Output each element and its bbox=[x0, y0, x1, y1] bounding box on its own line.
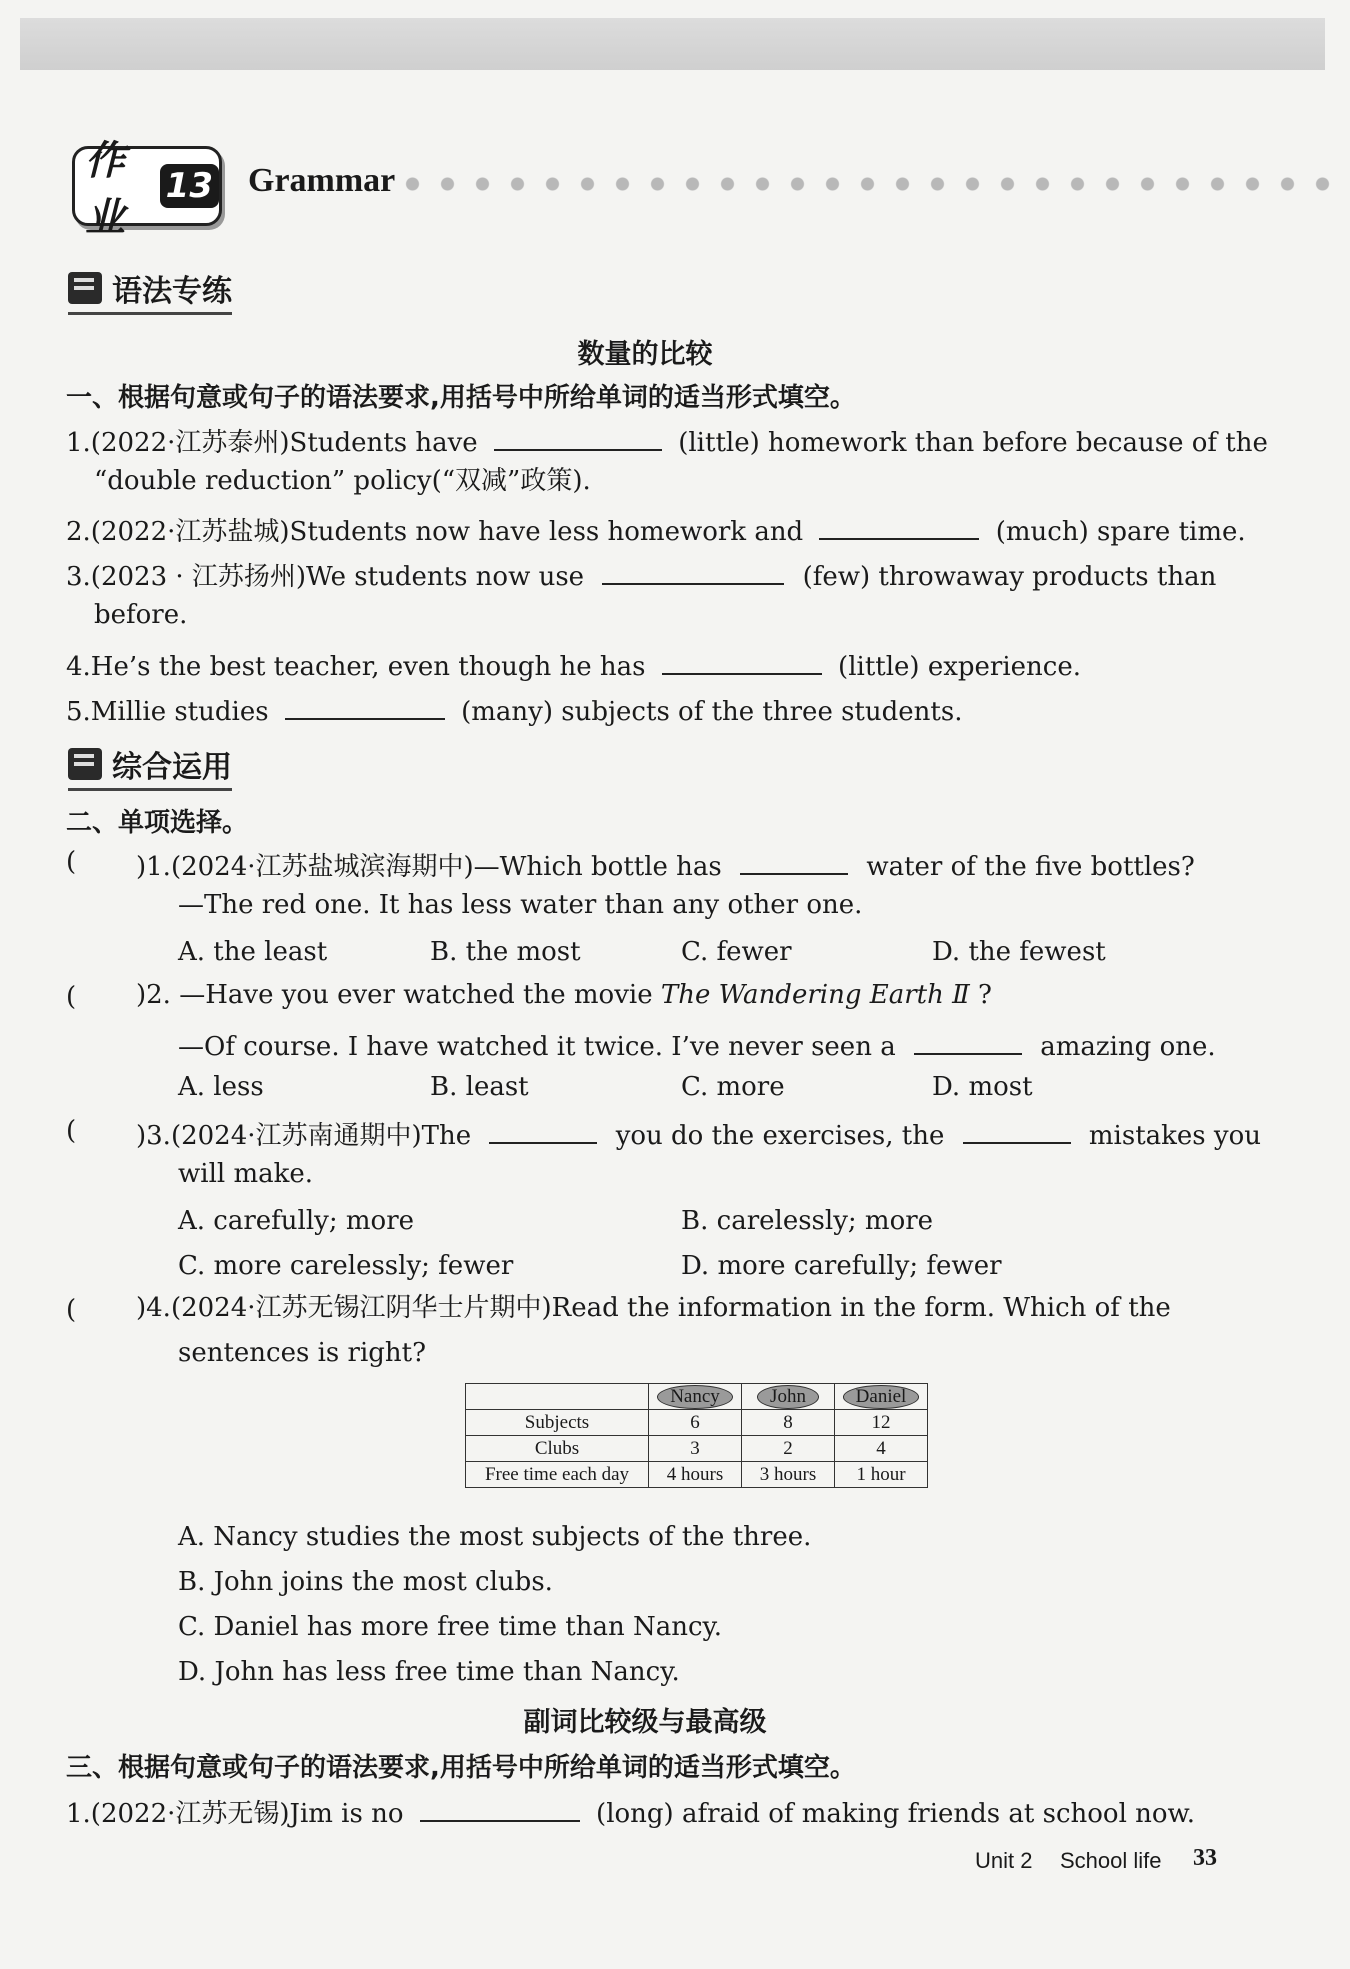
question-text: mistakes you bbox=[1088, 1121, 1262, 1151]
question-1-line1 bbox=[66, 423, 1268, 456]
question-text: (few) throwaway products than bbox=[802, 562, 1217, 592]
question-3-line2: before. bbox=[94, 600, 188, 630]
table-cell: 1 hour bbox=[835, 1462, 928, 1488]
table-cell: 8 bbox=[742, 1410, 835, 1436]
section3-question-1 bbox=[66, 1794, 1195, 1827]
mc-4-option-d[interactable]: D. John has less free time than Nancy. bbox=[178, 1657, 680, 1687]
mc-4-option-a[interactable]: A. Nancy studies the most subjects of the three. bbox=[178, 1522, 812, 1552]
section-heading-practice bbox=[68, 266, 232, 315]
answer-blank[interactable] bbox=[740, 847, 848, 875]
table-header-cell bbox=[742, 1384, 835, 1410]
mc-1-option-d[interactable]: D. the fewest bbox=[932, 937, 1106, 967]
mc-1-option-a[interactable]: A. the least bbox=[178, 937, 328, 967]
answer-blank[interactable] bbox=[489, 1116, 597, 1144]
mc-4-option-b[interactable]: B. John joins the most clubs. bbox=[178, 1567, 553, 1597]
table-cell: 6 bbox=[649, 1410, 742, 1436]
scan-top-bar bbox=[20, 18, 1325, 70]
books-icon bbox=[68, 748, 102, 780]
info-table bbox=[465, 1383, 928, 1488]
question-text: 1.(2022·江苏无锡)Jim is no bbox=[66, 1799, 404, 1829]
homework-badge bbox=[72, 138, 222, 241]
question-3-line1 bbox=[66, 557, 1216, 590]
mc-4-line1: )4.(2024·江苏无锡江阴华士片期中)Read the information in the form. Which of the bbox=[136, 1293, 1171, 1323]
question-text: (long) afraid of making friends at school now. bbox=[596, 1799, 1195, 1829]
instruction-1: 一、根据句意或句子的语法要求,用括号中所给单词的适当形式填空。 bbox=[66, 383, 856, 413]
question-text: (little) experience. bbox=[838, 652, 1081, 682]
header-john: John bbox=[757, 1385, 819, 1409]
answer-blank[interactable] bbox=[494, 423, 662, 451]
answer-blank[interactable] bbox=[602, 557, 784, 585]
table-row bbox=[466, 1410, 928, 1436]
question-2 bbox=[66, 512, 1246, 545]
question-text: 3.(2023 · 江苏扬州)We students now use bbox=[66, 562, 585, 592]
mc-4-option-c[interactable]: C. Daniel has more free time than Nancy. bbox=[178, 1612, 723, 1642]
section-heading-comprehensive bbox=[68, 742, 232, 791]
question-text: amazing one. bbox=[1040, 1032, 1216, 1062]
mc-3-line2: will make. bbox=[178, 1159, 314, 1189]
mc-1-option-b[interactable]: B. the most bbox=[430, 937, 581, 967]
mc-3-option-b[interactable]: B. carelessly; more bbox=[681, 1206, 934, 1236]
question-1-line2: “double reduction” policy(“双减”政策). bbox=[94, 466, 591, 496]
answer-blank[interactable] bbox=[819, 512, 979, 540]
header-nancy: Nancy bbox=[657, 1385, 733, 1409]
answer-blank[interactable] bbox=[662, 647, 822, 675]
mc-2-option-c[interactable]: C. more bbox=[681, 1072, 785, 1102]
mc-2-line2 bbox=[178, 1027, 1216, 1060]
movie-title: The Wandering Earth Ⅱ bbox=[660, 980, 970, 1010]
answer-paren-open: ( bbox=[66, 847, 77, 877]
question-4 bbox=[66, 647, 1081, 680]
question-mark: ? bbox=[978, 980, 992, 1010]
question-text: you do the exercises, the bbox=[615, 1121, 945, 1151]
table-header-cell bbox=[649, 1384, 742, 1410]
mc-2-option-a[interactable]: A. less bbox=[178, 1072, 264, 1102]
table-cell: 12 bbox=[835, 1410, 928, 1436]
question-text: 1.(2022·江苏泰州)Students have bbox=[66, 428, 478, 458]
question-text: 5.Millie studies bbox=[66, 697, 269, 727]
answer-blank[interactable] bbox=[963, 1116, 1071, 1144]
mc-3-line1 bbox=[136, 1116, 1261, 1149]
table-row bbox=[466, 1462, 928, 1488]
section-heading-text: 综合运用 bbox=[112, 750, 232, 785]
table-header-row bbox=[466, 1384, 928, 1410]
question-5 bbox=[66, 692, 962, 725]
row-label: Free time each day bbox=[466, 1462, 649, 1488]
answer-blank[interactable] bbox=[914, 1027, 1022, 1055]
instruction-3: 三、根据句意或句子的语法要求,用括号中所给单词的适当形式填空。 bbox=[66, 1753, 856, 1783]
table-cell: 2 bbox=[742, 1436, 835, 1462]
mc-1-option-c[interactable]: C. fewer bbox=[681, 937, 792, 967]
dotted-divider bbox=[395, 177, 1335, 191]
notebook-icon bbox=[68, 272, 102, 304]
question-text: —Of course. I have watched it twice. I’ve never seen a bbox=[178, 1032, 896, 1062]
mc-2-line1 bbox=[136, 982, 992, 1008]
answer-paren-open: ( bbox=[66, 1295, 77, 1325]
answer-paren-open: ( bbox=[66, 1116, 77, 1146]
subtitle-adverb-comparison: 副词比较级与最高级 bbox=[523, 1707, 767, 1738]
mc-2-option-d[interactable]: D. most bbox=[932, 1072, 1033, 1102]
answer-blank[interactable] bbox=[420, 1794, 580, 1822]
mc-3-option-c[interactable]: C. more carelessly; fewer bbox=[178, 1251, 514, 1281]
question-text: )2. —Have you ever watched the movie bbox=[136, 980, 653, 1010]
section-heading-text: 语法专练 bbox=[112, 274, 232, 309]
mc-2-option-b[interactable]: B. least bbox=[430, 1072, 529, 1102]
mc-3-option-a[interactable]: A. carefully; more bbox=[178, 1206, 415, 1236]
instruction-2: 二、单项选择。 bbox=[66, 808, 249, 838]
mc-1-line1 bbox=[136, 847, 1195, 880]
row-label: Clubs bbox=[466, 1436, 649, 1462]
mc-1-line2: —The red one. It has less water than any other one. bbox=[178, 890, 863, 920]
page-number: 33 bbox=[1193, 1845, 1217, 1871]
question-text: 2.(2022·江苏盐城)Students now have less homework and bbox=[66, 517, 804, 547]
question-text: 4.He’s the best teacher, even though he has bbox=[66, 652, 646, 682]
question-text: )1.(2024·江苏盐城滨海期中)—Which bottle has bbox=[136, 852, 722, 882]
question-text: (many) subjects of the three students. bbox=[461, 697, 963, 727]
question-text: )3.(2024·江苏南通期中)The bbox=[136, 1121, 472, 1151]
subtitle-quantity-comparison: 数量的比较 bbox=[577, 339, 713, 370]
answer-paren-open: ( bbox=[66, 982, 77, 1012]
page-title: Grammar bbox=[248, 162, 396, 199]
question-text: water of the five bottles? bbox=[866, 852, 1195, 882]
table-header-cell bbox=[835, 1384, 928, 1410]
table-row bbox=[466, 1436, 928, 1462]
table-cell: 4 hours bbox=[649, 1462, 742, 1488]
homework-number: 13 bbox=[160, 164, 219, 208]
question-text: (little) homework than before because of the bbox=[678, 428, 1268, 458]
header-daniel: Daniel bbox=[843, 1385, 920, 1409]
table-cell: 3 bbox=[649, 1436, 742, 1462]
homework-label: 作业 bbox=[85, 138, 123, 241]
answer-blank[interactable] bbox=[285, 692, 445, 720]
mc-3-option-d[interactable]: D. more carefully; fewer bbox=[681, 1251, 1002, 1281]
footer-title: School life bbox=[1060, 1848, 1162, 1873]
question-text: (much) spare time. bbox=[995, 517, 1246, 547]
row-label: Subjects bbox=[466, 1410, 649, 1436]
table-cell: 3 hours bbox=[742, 1462, 835, 1488]
table-cell: 4 bbox=[835, 1436, 928, 1462]
footer-unit: Unit 2 bbox=[975, 1848, 1033, 1873]
table-corner-cell bbox=[466, 1384, 649, 1410]
mc-4-line2: sentences is right? bbox=[178, 1338, 427, 1368]
